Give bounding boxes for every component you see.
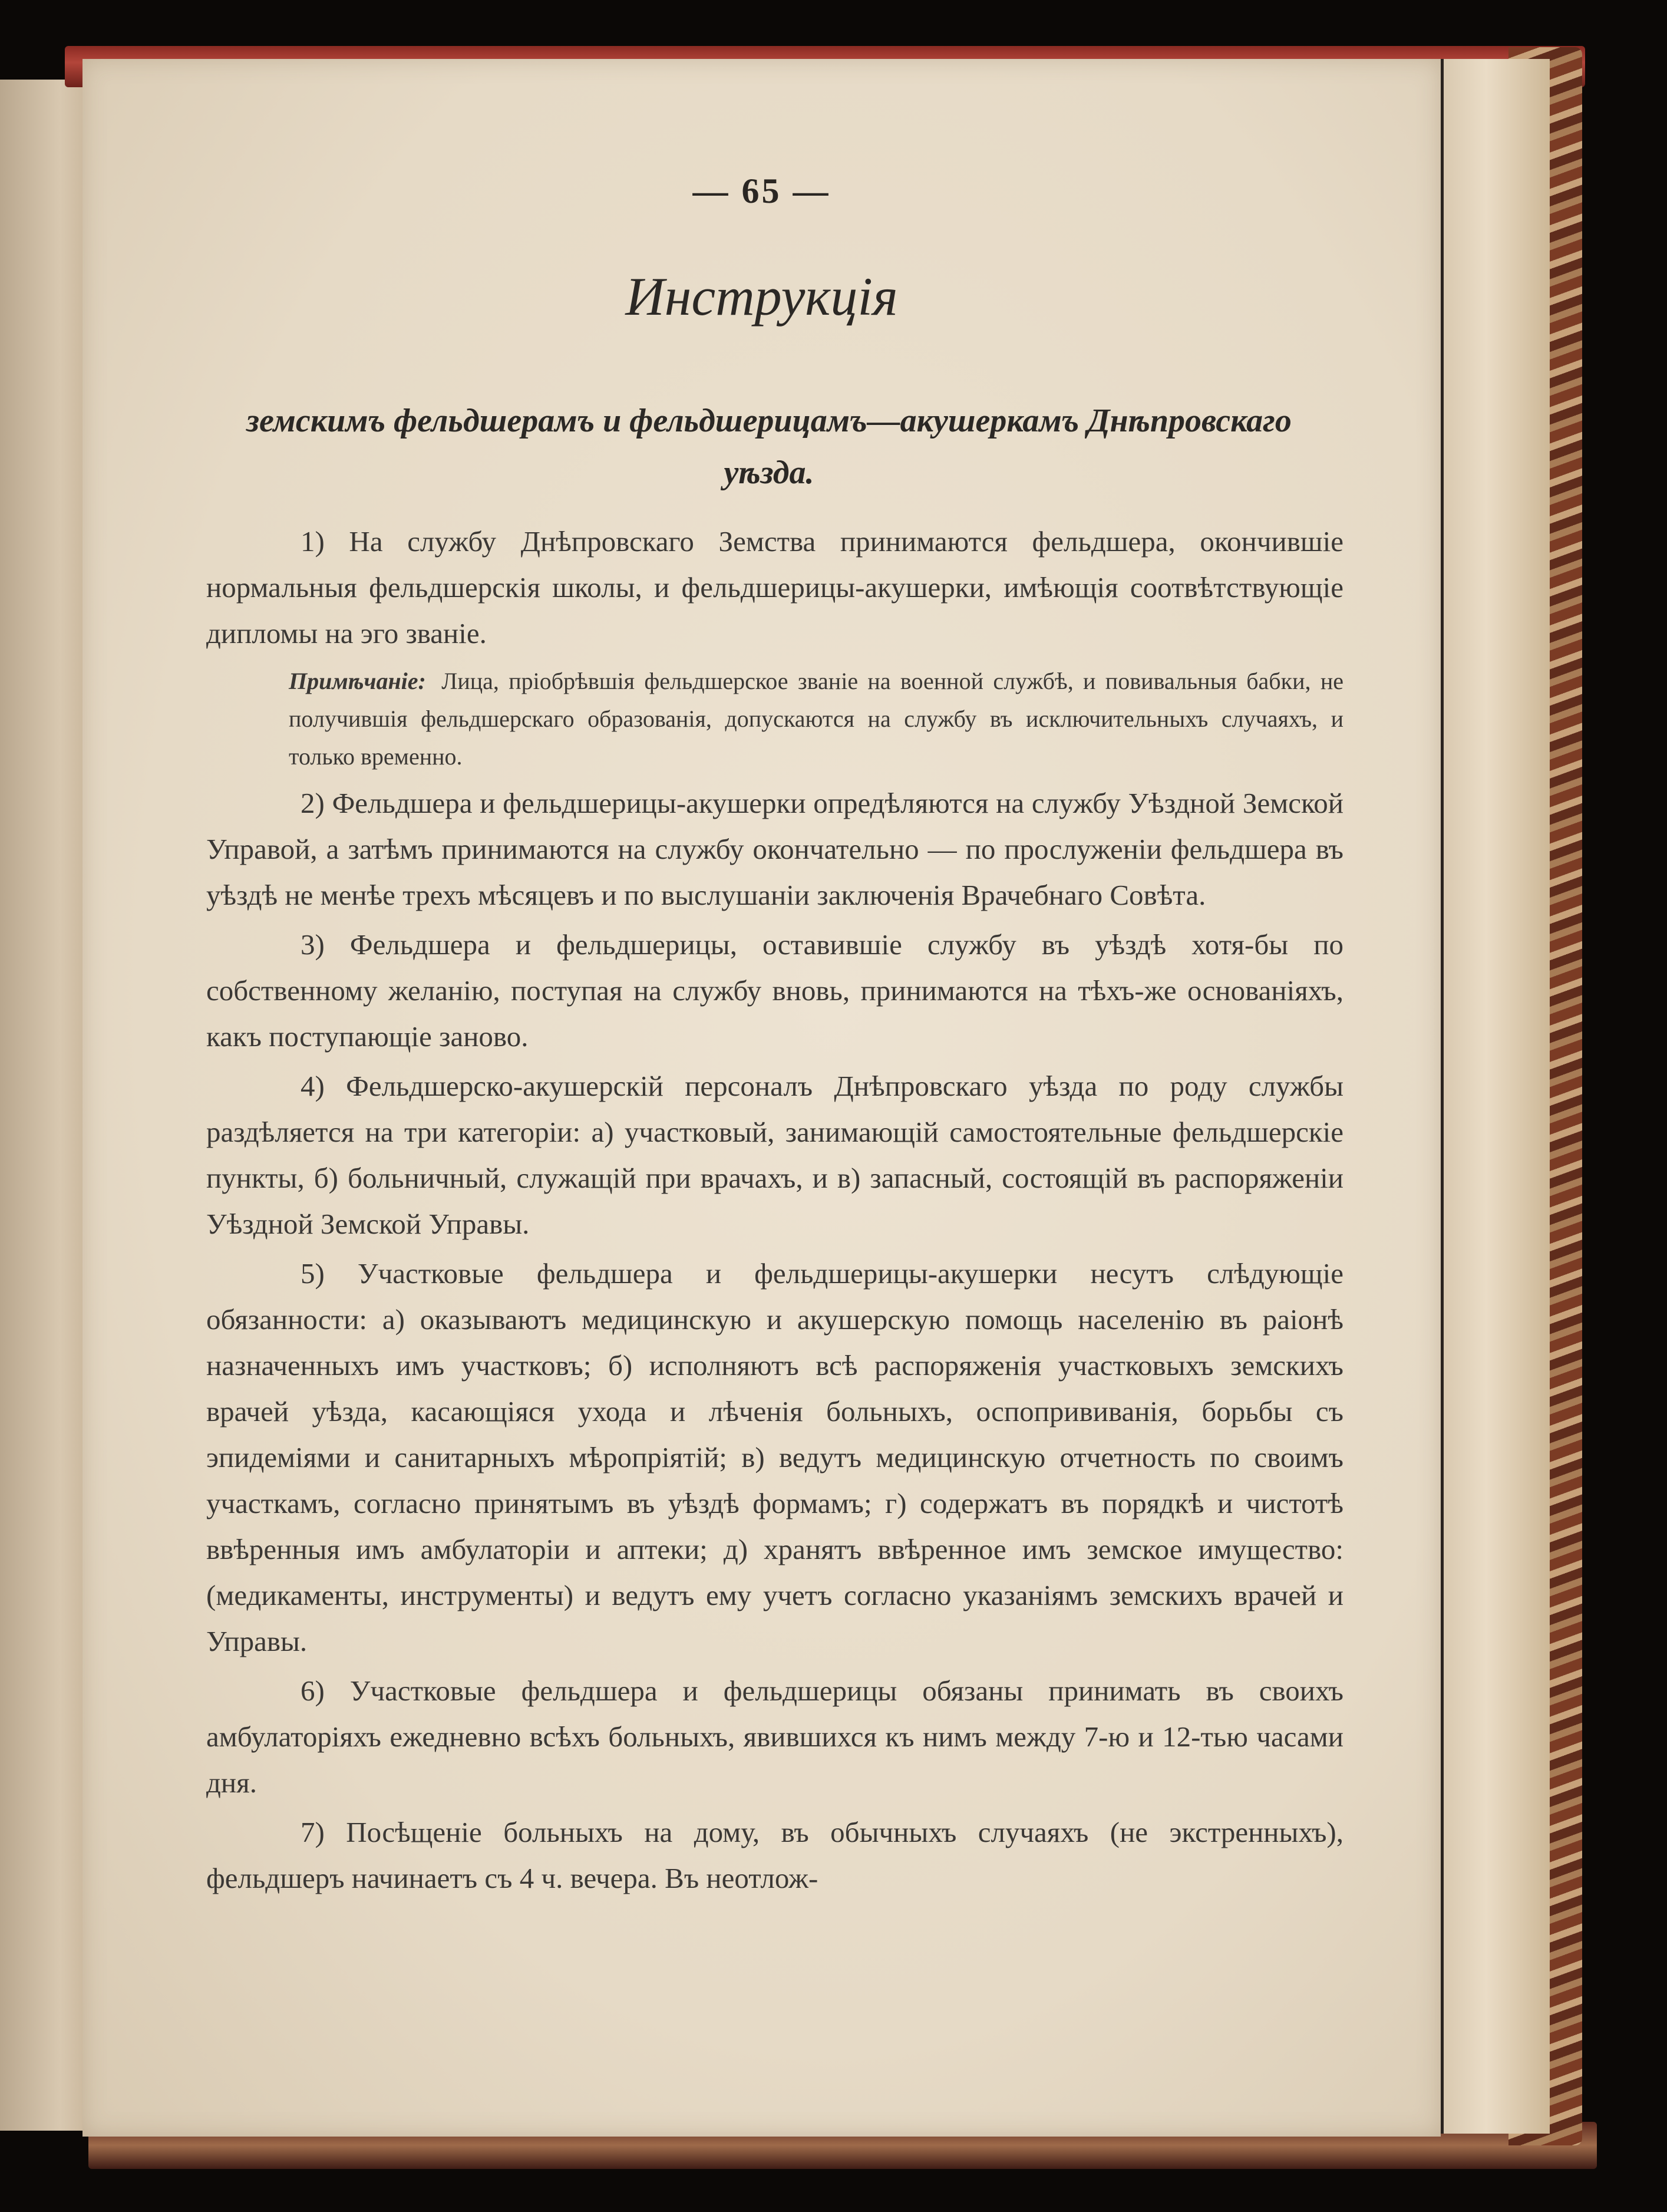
document-subtitle: земскимъ фельдшерамъ и фельдшерицамъ—акушеркамъ Днѣпровскаго уѣзда.: [246, 403, 1292, 491]
document-title: Инструкція: [625, 266, 898, 327]
paragraph-7: 7) Посѣщеніе больныхъ на дому, въ обычныхъ случаяхъ (не экстренныхъ), фельдшеръ начинаетъ съ 4 ч. вечера. Въ неотлож-: [206, 1816, 1343, 1894]
paragraph-4: 4) Фельдшерско-акушерскій персоналъ Днѣпровскаго уѣзда по роду службы раздѣляется на три категоріи: а) участковый, занимающій самостоятельные фельдшерскіе пункты, б) больничный, служащій при врачахъ, и в) запасный, состоящій въ распоряженіи Уѣздной Земской Управы.: [206, 1070, 1343, 1240]
note-text: Лица, пріобрѣвшія фельдшерское званіе на военной службѣ, и повивальныя бабки, не получившія фельдшерскаго образованія, допускаются на службу въ исключительныхъ случаяхъ, и только временно.: [289, 668, 1343, 770]
paragraph-1: 1) На службу Днѣпровскаго Земства принимаются фельдшера, окончившіе нормальныя фельдшерскія школы, и фельдшерицы-акушерки, имѣющія соотвѣтствующіе дипломы на эго званіе.: [206, 525, 1343, 650]
document-body: [206, 519, 1343, 1901]
right-page-stack: [1438, 59, 1550, 2134]
note: [206, 662, 1343, 776]
paragraph-6: 6) Участковые фельдшера и фельдшерицы обязаны принимать въ своихъ амбулаторіяхъ ежедневно всѣхъ больныхъ, явившихся къ нимъ между 7-ю и 12-тью часами дня.: [206, 1674, 1343, 1799]
page-number: — 65 —: [692, 172, 831, 210]
note-label: Примѣчаніе:: [289, 668, 426, 694]
document-page: [82, 59, 1441, 2137]
paragraph-3: 3) Фельдшера и фельдшерицы, оставившіе службу въ уѣздѣ хотя-бы по собственному желанію, поступая на службу вновь, принимаются на тѣхъ-же основаніяхъ, какъ поступающіе заново.: [206, 928, 1343, 1053]
paragraph-5: 5) Участковые фельдшера и фельдшерицы-акушерки несутъ слѣдующіе обязанности: а) оказываютъ медицинскую и акушерскую помощь населенію въ раіонѣ назначенныхъ имъ участковъ; б) исполняютъ всѣ распоряженія участковыхъ земскихъ врачей уѣзда, касающіяся ухода и лѣченія больныхъ, оспопрививанія, борьбы съ эпидеміями и санитарныхъ мѣропріятій; в) ведутъ медицинскую отчетность по своимъ участкамъ, согласно принятымъ въ уѣздѣ формамъ; г) содержатъ въ порядкѣ и чистотѣ ввѣренныя имъ амбулаторіи и аптеки; д) хранятъ ввѣренное имъ земское имущество: (медикаменты, инструменты) и ведутъ ему учетъ согласно указаніямъ земскихъ врачей и Управы.: [206, 1257, 1343, 1657]
paragraph-2: 2) Фельдшера и фельдшерицы-акушерки опредѣляются на службу Уѣздной Земской Управой, а затѣмъ принимаются на службу окончательно — по прослуженіи фельдшера въ уѣздѣ не менѣе трехъ мѣсяцевъ и по выслушаніи заключенія Врачебнаго Совѣта.: [206, 787, 1343, 911]
